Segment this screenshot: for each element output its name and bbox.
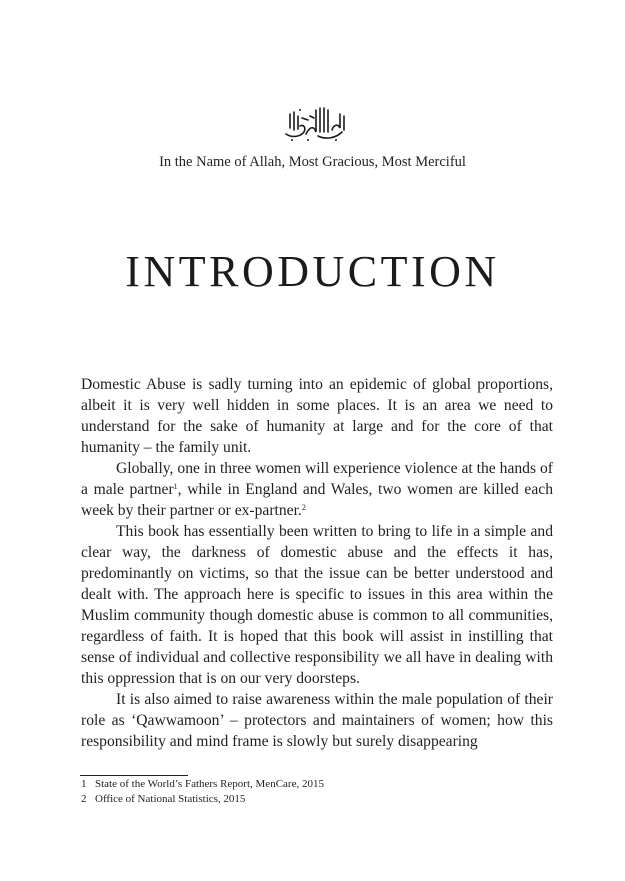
footnote-divider [80, 775, 188, 776]
footnote-ref-1: 1 [173, 482, 178, 491]
footnotes [81, 777, 324, 807]
body-text [81, 374, 553, 752]
invocation-heading: In the Name of Allah, Most Gracious, Most Merciful [159, 154, 466, 170]
bismillah-calligraphy-icon [280, 104, 350, 144]
paragraph-3: This book has essentially been written to bring to life in a simple and clear way, the darkness of domestic abuse and the effects it has, predominantly on victims, so that the issue can be better understood and dealt with. The approach here is specific to issues in this area within the Muslim community though domestic abuse is common to all communities, regardless of faith. It is hoped that this book will assist in instilling that sense of individual and collective responsibility we all have in dealing with this oppression that is on our very doorsteps. [81, 523, 553, 687]
footnote-2 [81, 792, 324, 807]
footnote-1 [81, 777, 324, 792]
paragraph-4: It is also aimed to raise awareness within the male population of their role as ‘Qawwamoon’ – protectors and maintainers of women; how this responsibility and mind frame is slowly but surely disappearing [81, 691, 553, 750]
paragraph-2-part-1: Globally, one in three women will experience violence at the hands of a male partner [81, 460, 553, 498]
footnote-number: 1 [81, 778, 87, 790]
chapter-title: INTRODUCTION [125, 247, 500, 296]
footnote-text: Office of National Statistics, 2015 [95, 793, 246, 805]
paragraph-2-part-2: , while in England and Wales, two women are killed each week by their partner or ex-partner. [81, 481, 553, 519]
footnote-text: State of the World’s Fathers Report, MenCare, 2015 [95, 778, 324, 790]
footnote-ref-2: 2 [301, 503, 306, 512]
paragraph-2 [81, 458, 553, 521]
paragraph-1: Domestic Abuse is sadly turning into an epidemic of global proportions, albeit it is very well hidden in some places. It is an area we need to understand for the sake of humanity at large and for the core of that humanity – the family unit. [81, 376, 553, 456]
footnote-number: 2 [81, 793, 87, 805]
